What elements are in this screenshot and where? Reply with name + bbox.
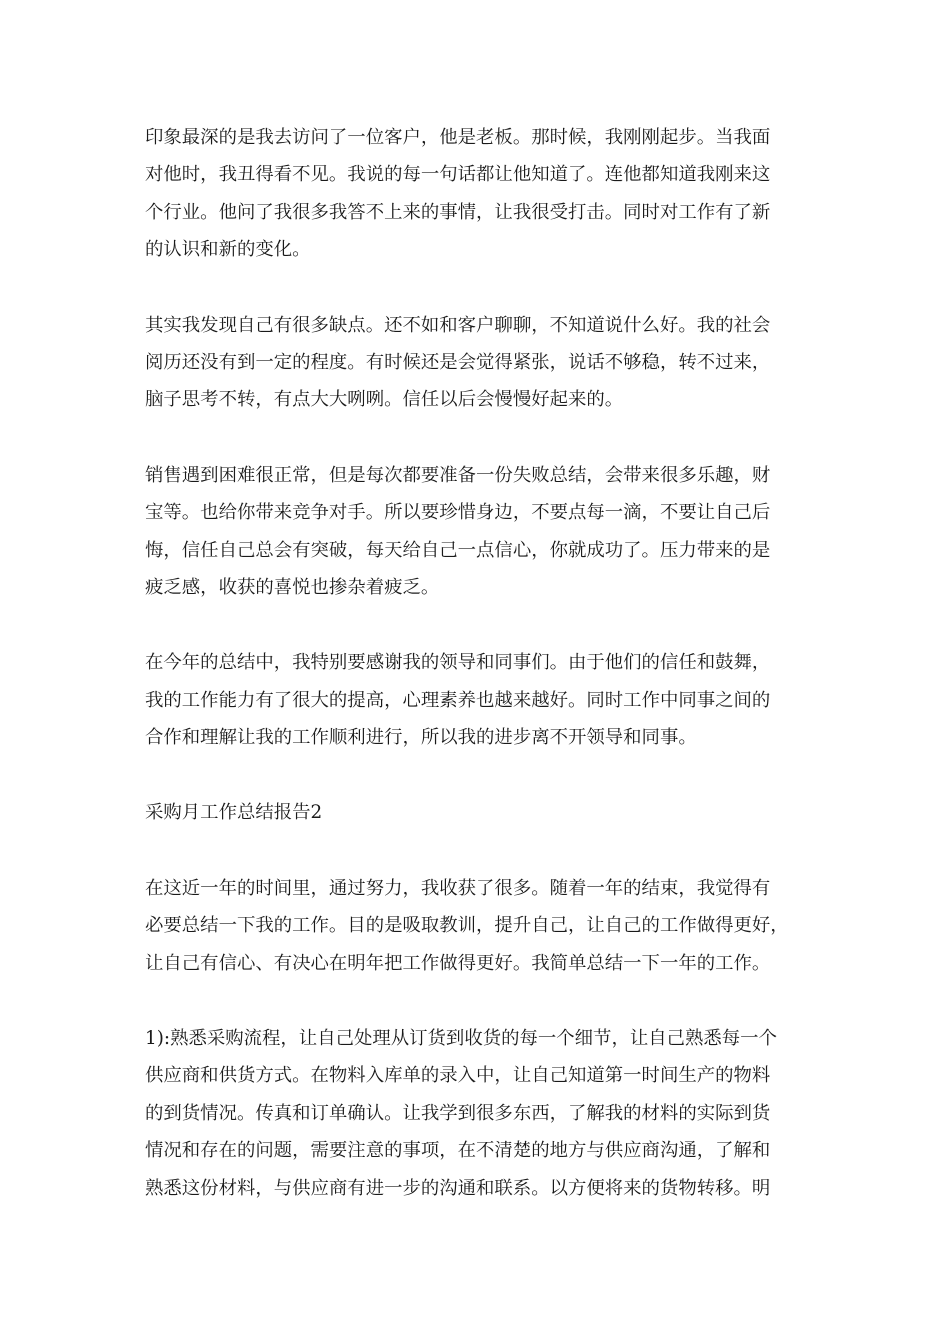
text-line: 的认识和新的变化。 xyxy=(145,239,311,261)
text-line: 供应商和供货方式。在物料入库单的录入中，让自己知道第一时间生产的物料 xyxy=(145,1065,771,1087)
paragraph-5 xyxy=(145,870,810,982)
text-line: 悔，信任自己总会有突破，每天给自己一点信心，你就成功了。压力带来的是 xyxy=(145,539,771,561)
paragraph-3 xyxy=(145,457,810,607)
text-line: 印象最深的是我去访问了一位客户，他是老板。那时候，我刚刚起步。当我面 xyxy=(145,127,771,148)
text-line: 在这近一年的时间里，通过努力，我收获了很多。随着一年的结束，我觉得有 xyxy=(145,877,771,899)
text-line: 情况和存在的问题，需要注意的事项，在不清楚的地方与供应商沟通，了解和 xyxy=(145,1140,771,1162)
text-line: 的到货情况。传真和订单确认。让我学到很多东西，了解我的材料的实际到货 xyxy=(145,1102,771,1124)
text-line: 在今年的总结中，我特别要感谢我的领导和同事们。由于他们的信任和鼓舞， xyxy=(145,652,771,674)
section-heading xyxy=(145,794,810,831)
paragraph-1 xyxy=(145,119,810,269)
text-line: 合作和理解让我的工作顺利进行，所以我的进步离不开领导和同事。 xyxy=(145,727,697,749)
paragraph-4 xyxy=(145,644,810,756)
heading-text: 采购月工作总结报告2 xyxy=(145,802,323,824)
text-line: 对他时，我丑得看不见。我说的每一句话都让他知道了。连他都知道我刚来这 xyxy=(145,164,771,186)
text-line: 宝等。也给你带来竞争对手。所以要珍惜身边，不要点每一滴，不要让自己后 xyxy=(145,502,771,524)
text-line: 脑子思考不转，有点大大咧咧。信任以后会慢慢好起来的。 xyxy=(145,389,624,411)
text-line: 其实我发现自己有很多缺点。还不如和客户聊聊，不知道说什么好。我的社会 xyxy=(145,314,771,336)
text-line: 让自己有信心、有决心在明年把工作做得更好。我简单总结一下一年的工作。 xyxy=(145,952,771,974)
document-body xyxy=(145,119,810,1245)
text-line: 必要总结一下我的工作。目的是吸取教训，提升自己，让自己的工作做得更好， xyxy=(145,915,789,937)
paragraph-6 xyxy=(145,1020,810,1207)
text-line: 疲乏感，收获的喜悦也掺杂着疲乏。 xyxy=(145,576,440,598)
text-line: 个行业。他问了我很多我答不上来的事情，让我很受打击。同时对工作有了新 xyxy=(145,201,771,223)
text-line: 1):熟悉采购流程，让自己处理从订货到收货的每一个细节，让自己熟悉每一个 xyxy=(145,1028,777,1050)
text-line: 销售遇到困难很正常，但是每次都要准备一份失败总结，会带来很多乐趣，财 xyxy=(145,464,771,486)
text-line: 熟悉这份材料，与供应商有进一步的沟通和联系。以方便将来的货物转移。明 xyxy=(145,1177,771,1199)
text-line: 我的工作能力有了很大的提高，心理素养也越来越好。同时工作中同事之间的 xyxy=(145,689,771,711)
text-line: 阅历还没有到一定的程度。有时候还是会觉得紧张，说话不够稳，转不过来， xyxy=(145,351,771,373)
paragraph-2 xyxy=(145,307,810,419)
